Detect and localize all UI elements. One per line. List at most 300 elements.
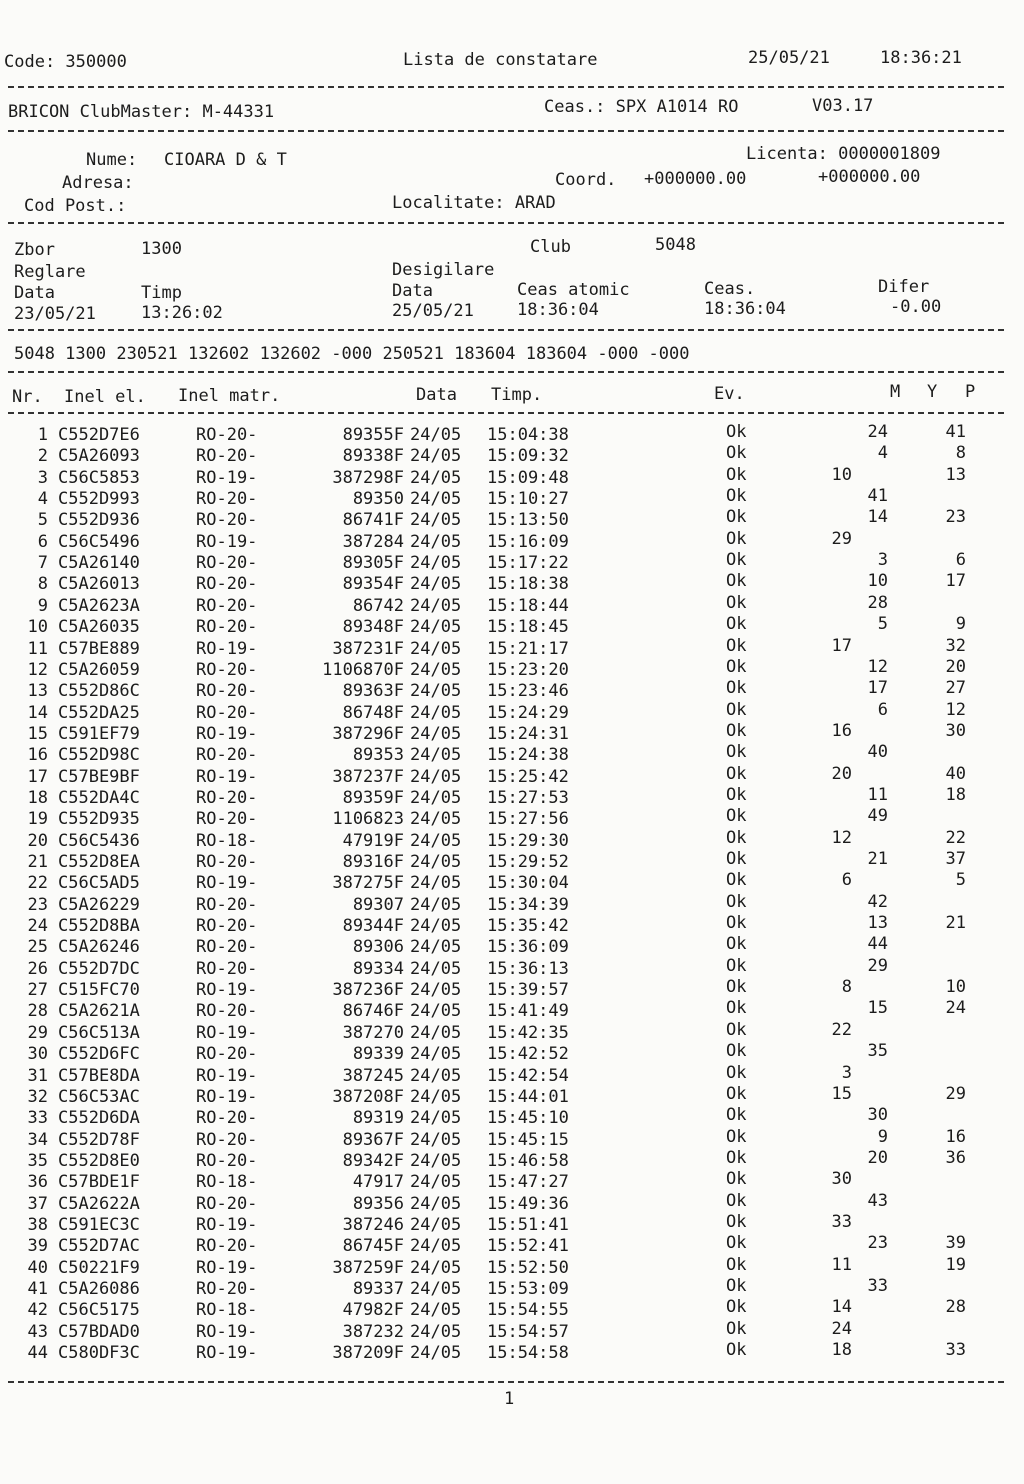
rank-y: 21 xyxy=(867,849,888,869)
electronic-ring: C552D6FC xyxy=(58,1044,140,1065)
arrival-time: 15:17:22 xyxy=(487,553,569,574)
clock-id: Ceas.: SPX A1014 RO xyxy=(544,97,739,117)
row-number: 1 xyxy=(37,425,48,445)
ring-number: 89342F xyxy=(342,1150,404,1171)
row-number: 27 xyxy=(27,980,48,1001)
electronic-ring: C5A26035 xyxy=(58,617,140,638)
rank-p: 39 xyxy=(945,1233,966,1254)
arrival-date: 24/05 xyxy=(410,1236,462,1257)
rank-p: 41 xyxy=(945,422,966,442)
arrival-date: 24/05 xyxy=(410,852,462,872)
ring-number: 89348F xyxy=(342,617,404,638)
rank-m: 20 xyxy=(831,763,852,784)
table-row xyxy=(0,955,1024,980)
table-row xyxy=(0,849,1024,873)
arrival-time: 15:24:31 xyxy=(487,723,569,744)
arrival-time: 15:52:41 xyxy=(487,1236,569,1257)
event-status: Ok xyxy=(726,1126,747,1147)
event-status: Ok xyxy=(726,1233,747,1254)
ring-number: 86745F xyxy=(342,1236,404,1257)
arrival-time: 15:54:57 xyxy=(487,1321,569,1342)
difference-label: Difer xyxy=(878,277,930,297)
ring-number: 89334 xyxy=(352,958,404,979)
rank-y: 40 xyxy=(867,742,888,763)
arrival-time: 15:18:38 xyxy=(487,574,569,595)
ring-number: 89307 xyxy=(352,894,404,915)
rank-p: 5 xyxy=(955,870,966,891)
separator xyxy=(8,222,1004,224)
ring-number: 89354F xyxy=(342,574,404,595)
ring-prefix: RO-20- xyxy=(196,681,258,702)
event-status: Ok xyxy=(726,955,747,976)
table-row xyxy=(0,614,1024,638)
ring-prefix: RO-20- xyxy=(196,446,258,467)
row-number: 4 xyxy=(37,489,48,510)
rank-p: 22 xyxy=(945,827,966,848)
event-status: Ok xyxy=(726,678,747,699)
arrival-date: 24/05 xyxy=(410,1129,462,1150)
arrival-date: 24/05 xyxy=(410,1022,462,1043)
table-row xyxy=(0,1190,1024,1215)
rank-p: 13 xyxy=(945,464,966,485)
event-status: Ok xyxy=(726,934,747,955)
col-y: Y xyxy=(927,382,938,402)
arrival-time: 15:18:44 xyxy=(487,595,569,616)
ring-prefix: RO-20- xyxy=(196,937,258,958)
arrival-time: 15:44:01 xyxy=(487,1086,569,1107)
ring-number: 387209F xyxy=(332,1343,404,1364)
event-status: Ok xyxy=(726,998,747,1019)
ring-number: 387246 xyxy=(342,1214,404,1235)
club-number: 5048 xyxy=(655,235,696,255)
arrival-date: 24/05 xyxy=(410,1279,462,1299)
electronic-ring: C56C513A xyxy=(58,1022,140,1043)
event-status: Ok xyxy=(726,443,747,464)
arrival-time: 15:46:58 xyxy=(487,1150,569,1171)
rank-y: 12 xyxy=(867,656,888,677)
ring-prefix: RO-18- xyxy=(196,1300,258,1321)
electronic-ring: C552D993 xyxy=(58,489,140,510)
print-time: 18:36:21 xyxy=(880,48,962,68)
event-status: Ok xyxy=(726,1318,747,1339)
ring-prefix: RO-20- xyxy=(196,617,258,638)
rank-m: 11 xyxy=(831,1254,852,1275)
rank-m: 29 xyxy=(831,528,852,549)
arrival-time: 15:34:39 xyxy=(487,894,569,915)
ring-number: 47917 xyxy=(352,1172,404,1193)
table-row xyxy=(0,422,1024,446)
table-row xyxy=(0,1062,1024,1087)
electronic-ring: C5A26229 xyxy=(58,894,140,915)
row-number: 35 xyxy=(27,1150,48,1171)
arrival-date: 24/05 xyxy=(410,980,462,1001)
event-status: Ok xyxy=(726,827,747,848)
flight-number: 1300 xyxy=(141,239,182,259)
ring-prefix: RO-18- xyxy=(196,1172,258,1193)
electronic-ring: C580DF3C xyxy=(58,1343,140,1364)
rank-p: 6 xyxy=(955,550,966,571)
atomic-clock-label: Ceas atomic xyxy=(517,280,630,300)
postal-code-label: Cod Post.: xyxy=(24,196,127,216)
arrival-time: 15:27:53 xyxy=(487,787,569,808)
setting-time-label: Timp xyxy=(141,283,182,303)
unsealing-clock-time: 18:36:04 xyxy=(704,299,786,319)
row-number: 15 xyxy=(27,723,48,744)
row-number: 36 xyxy=(27,1172,48,1193)
rank-y: 17 xyxy=(867,678,888,699)
name-label: Nume: xyxy=(86,150,138,170)
ring-prefix: RO-20- xyxy=(196,553,258,574)
arrival-date: 24/05 xyxy=(410,937,462,958)
arrival-time: 15:45:10 xyxy=(487,1108,569,1129)
unsealing-date-label: Data xyxy=(392,281,433,301)
electronic-ring: C5A26246 xyxy=(58,937,140,958)
ring-number: 89338F xyxy=(342,446,404,467)
event-status: Ok xyxy=(726,1254,747,1275)
license-number: Licenta: 0000001809 xyxy=(746,144,941,164)
ring-prefix: RO-19- xyxy=(196,1257,258,1278)
separator xyxy=(8,371,1004,373)
rank-m: 16 xyxy=(831,720,852,741)
electronic-ring: C552D86C xyxy=(58,681,140,702)
ring-prefix: RO-19- xyxy=(196,1022,258,1043)
col-nr: Nr. xyxy=(12,387,43,407)
row-number: 12 xyxy=(27,659,48,680)
electronic-ring: C5A26140 xyxy=(58,553,140,574)
event-status: Ok xyxy=(726,507,747,528)
arrival-time: 15:24:38 xyxy=(487,745,569,766)
ring-prefix: RO-20- xyxy=(196,958,258,979)
rank-m: 8 xyxy=(841,977,852,998)
ring-prefix: RO-20- xyxy=(196,702,258,723)
rank-y: 11 xyxy=(867,784,888,805)
arrival-date: 24/05 xyxy=(410,595,462,616)
electronic-ring: C552D7E6 xyxy=(58,425,140,445)
rank-y: 43 xyxy=(867,1190,888,1211)
electronic-ring: C5A2621A xyxy=(58,1001,140,1022)
ring-prefix: RO-19- xyxy=(196,980,258,1001)
event-status: Ok xyxy=(726,1340,747,1361)
arrival-time: 15:45:15 xyxy=(487,1129,569,1150)
row-number: 2 xyxy=(37,446,48,467)
electronic-ring: C5A2623A xyxy=(58,595,140,616)
rank-p: 19 xyxy=(945,1254,966,1275)
row-number: 8 xyxy=(37,574,48,595)
separator xyxy=(8,329,1004,331)
event-status: Ok xyxy=(726,1190,747,1211)
ring-prefix: RO-19- xyxy=(196,873,258,894)
rank-y: 44 xyxy=(867,934,888,955)
row-number: 39 xyxy=(27,1236,48,1257)
electronic-ring: C56C5496 xyxy=(58,531,140,552)
rank-p: 23 xyxy=(945,507,966,528)
electronic-ring: C57BDAD0 xyxy=(58,1321,140,1342)
arrival-date: 24/05 xyxy=(410,1257,462,1278)
setting-time: 13:26:02 xyxy=(141,303,223,323)
electronic-ring: C552D8E0 xyxy=(58,1150,140,1171)
row-number: 32 xyxy=(27,1086,48,1107)
rank-m: 30 xyxy=(831,1169,852,1190)
electronic-ring: C552D8BA xyxy=(58,916,140,937)
electronic-ring: C552DA4C xyxy=(58,787,140,808)
ring-prefix: RO-19- xyxy=(196,1321,258,1342)
table-row xyxy=(0,507,1024,531)
row-number: 10 xyxy=(27,617,48,638)
rank-p: 37 xyxy=(945,849,966,869)
row-number: 37 xyxy=(27,1193,48,1214)
electronic-ring: C50221F9 xyxy=(58,1257,140,1278)
rank-y: 20 xyxy=(867,1147,888,1168)
time-difference: -0.00 xyxy=(890,297,942,317)
electronic-ring: C56C5853 xyxy=(58,467,140,488)
row-number: 21 xyxy=(27,852,48,872)
row-number: 24 xyxy=(27,916,48,937)
arrival-date: 24/05 xyxy=(410,467,462,488)
ring-prefix: RO-20- xyxy=(196,1150,258,1171)
ring-prefix: RO-20- xyxy=(196,659,258,680)
ring-prefix: RO-20- xyxy=(196,1044,258,1065)
ring-number: 47982F xyxy=(342,1300,404,1321)
row-number: 11 xyxy=(27,638,48,659)
arrival-time: 15:36:13 xyxy=(487,958,569,979)
arrival-time: 15:42:52 xyxy=(487,1044,569,1065)
event-status: Ok xyxy=(726,635,747,656)
arrival-time: 15:49:36 xyxy=(487,1193,569,1214)
rank-p: 24 xyxy=(945,998,966,1019)
rank-m: 14 xyxy=(831,1297,852,1318)
arrival-time: 15:30:04 xyxy=(487,873,569,894)
rank-y: 15 xyxy=(867,998,888,1019)
rank-p: 36 xyxy=(945,1147,966,1168)
arrival-date: 24/05 xyxy=(410,958,462,979)
ring-prefix: RO-20- xyxy=(196,852,258,872)
rank-p: 16 xyxy=(945,1126,966,1147)
row-number: 41 xyxy=(27,1279,48,1299)
rank-p: 29 xyxy=(945,1083,966,1104)
table-row xyxy=(0,528,1024,553)
ring-number: 387232 xyxy=(342,1321,404,1342)
ring-prefix: RO-20- xyxy=(196,574,258,595)
rank-y: 41 xyxy=(867,486,888,507)
table-row xyxy=(0,998,1024,1022)
ring-number: 47919F xyxy=(342,830,404,851)
electronic-ring: C56C53AC xyxy=(58,1086,140,1107)
arrival-date: 24/05 xyxy=(410,1193,462,1214)
arrival-time: 15:47:27 xyxy=(487,1172,569,1193)
ring-number: 387270 xyxy=(342,1022,404,1043)
electronic-ring: C552D6DA xyxy=(58,1108,140,1129)
arrival-date: 24/05 xyxy=(410,425,462,445)
arrival-date: 24/05 xyxy=(410,574,462,595)
ring-prefix: RO-20- xyxy=(196,1279,258,1299)
rank-y: 13 xyxy=(867,913,888,934)
rank-p: 10 xyxy=(945,977,966,998)
arrival-time: 15:10:27 xyxy=(487,489,569,510)
electronic-ring: C5A26013 xyxy=(58,574,140,595)
event-status: Ok xyxy=(726,870,747,891)
ring-number: 89359F xyxy=(342,787,404,808)
arrival-time: 15:27:56 xyxy=(487,809,569,830)
ring-number: 89353 xyxy=(352,745,404,766)
col-ev: Ev. xyxy=(714,384,745,404)
table-row xyxy=(0,1340,1024,1364)
print-date: 25/05/21 xyxy=(748,48,830,68)
rank-p: 18 xyxy=(945,784,966,805)
rank-p: 27 xyxy=(945,678,966,699)
arrival-date: 24/05 xyxy=(410,916,462,937)
rank-p: 21 xyxy=(945,913,966,934)
ring-number: 1106870F xyxy=(322,659,404,680)
ring-prefix: RO-19- xyxy=(196,531,258,552)
event-status: Ok xyxy=(726,422,747,442)
row-number: 23 xyxy=(27,894,48,915)
ring-prefix: RO-19- xyxy=(196,723,258,744)
setting-date: 23/05/21 xyxy=(14,304,96,324)
arrival-time: 15:42:35 xyxy=(487,1022,569,1043)
table-row xyxy=(0,1105,1024,1129)
row-number: 18 xyxy=(27,787,48,808)
arrival-time: 15:13:50 xyxy=(487,510,569,531)
firmware-version: V03.17 xyxy=(812,96,874,116)
rank-m: 15 xyxy=(831,1083,852,1104)
event-status: Ok xyxy=(726,699,747,720)
event-status: Ok xyxy=(726,806,747,827)
rank-y: 30 xyxy=(867,1105,888,1126)
ring-prefix: RO-20- xyxy=(196,745,258,766)
event-status: Ok xyxy=(726,913,747,934)
ring-prefix: RO-19- xyxy=(196,1214,258,1235)
row-number: 17 xyxy=(27,766,48,787)
arrival-time: 15:42:54 xyxy=(487,1065,569,1086)
row-number: 14 xyxy=(27,702,48,723)
document-code: Code: 350000 xyxy=(4,52,127,72)
arrival-date: 24/05 xyxy=(410,531,462,552)
table-row xyxy=(0,1276,1024,1300)
electronic-ring: C591EF79 xyxy=(58,723,140,744)
arrival-time: 15:54:55 xyxy=(487,1300,569,1321)
electronic-ring: C56C5436 xyxy=(58,830,140,851)
ring-number: 89355F xyxy=(342,425,404,445)
ring-number: 89319 xyxy=(352,1108,404,1129)
electronic-ring: C552D78F xyxy=(58,1129,140,1150)
arrival-time: 15:21:17 xyxy=(487,638,569,659)
rank-p: 30 xyxy=(945,720,966,741)
event-status: Ok xyxy=(726,849,747,869)
row-number: 28 xyxy=(27,1001,48,1022)
coord-x: +000000.00 xyxy=(644,169,747,189)
ring-prefix: RO-20- xyxy=(196,425,258,445)
arrival-date: 24/05 xyxy=(410,1172,462,1193)
club-label: Club xyxy=(530,237,571,257)
arrival-date: 24/05 xyxy=(410,510,462,531)
electronic-ring: C552DA25 xyxy=(58,702,140,723)
summary-line: 5048 1300 230521 132602 132602 -000 250521 183604 183604 -000 -000 xyxy=(14,344,690,364)
table-row xyxy=(0,592,1024,617)
row-number: 3 xyxy=(37,467,48,488)
row-number: 40 xyxy=(27,1257,48,1278)
event-status: Ok xyxy=(726,1169,747,1190)
rank-p: 9 xyxy=(955,614,966,635)
ring-number: 387237F xyxy=(332,766,404,787)
table-row xyxy=(0,1041,1024,1065)
event-status: Ok xyxy=(726,891,747,912)
row-number: 25 xyxy=(27,937,48,958)
rank-p: 20 xyxy=(945,656,966,677)
electronic-ring: C57BE8DA xyxy=(58,1065,140,1086)
rank-p: 12 xyxy=(945,699,966,720)
event-status: Ok xyxy=(726,1105,747,1126)
setting-label: Reglare xyxy=(14,262,86,282)
arrival-time: 15:35:42 xyxy=(487,916,569,937)
row-number: 20 xyxy=(27,830,48,851)
ring-number: 387284 xyxy=(342,531,404,552)
ring-prefix: RO-20- xyxy=(196,1129,258,1150)
arrival-date: 24/05 xyxy=(410,1044,462,1065)
arrival-time: 15:09:48 xyxy=(487,467,569,488)
event-status: Ok xyxy=(726,763,747,784)
ring-number: 86742 xyxy=(352,595,404,616)
arrival-date: 24/05 xyxy=(410,745,462,766)
arrival-date: 24/05 xyxy=(410,723,462,744)
ring-prefix: RO-20- xyxy=(196,1001,258,1022)
ring-prefix: RO-20- xyxy=(196,489,258,510)
ring-number: 387236F xyxy=(332,980,404,1001)
event-status: Ok xyxy=(726,1211,747,1232)
row-number: 9 xyxy=(37,595,48,616)
arrival-date: 24/05 xyxy=(410,681,462,702)
arrival-time: 15:16:09 xyxy=(487,531,569,552)
electronic-ring: C552D98C xyxy=(58,745,140,766)
page-number: 1 xyxy=(504,1389,515,1409)
ring-prefix: RO-20- xyxy=(196,787,258,808)
arrival-date: 24/05 xyxy=(410,489,462,510)
rank-p: 28 xyxy=(945,1297,966,1318)
arrival-time: 15:18:45 xyxy=(487,617,569,638)
rank-m: 12 xyxy=(831,827,852,848)
event-status: Ok xyxy=(726,1019,747,1040)
arrival-date: 24/05 xyxy=(410,1086,462,1107)
row-number: 13 xyxy=(27,681,48,702)
col-inel-matr: Inel matr. xyxy=(178,386,281,406)
row-number: 34 xyxy=(27,1129,48,1150)
arrival-time: 15:09:32 xyxy=(487,446,569,467)
table-row xyxy=(0,678,1024,702)
event-status: Ok xyxy=(726,1297,747,1318)
coord-y: +000000.00 xyxy=(818,167,921,187)
event-status: Ok xyxy=(726,1041,747,1062)
arrival-time: 15:24:29 xyxy=(487,702,569,723)
row-number: 5 xyxy=(37,510,48,531)
ring-prefix: RO-20- xyxy=(196,894,258,915)
ring-number: 86746F xyxy=(342,1001,404,1022)
rank-y: 3 xyxy=(877,550,888,571)
rank-m: 3 xyxy=(841,1062,852,1083)
event-status: Ok xyxy=(726,1276,747,1296)
electronic-ring: C515FC70 xyxy=(58,980,140,1001)
separator xyxy=(8,86,1004,88)
ring-number: 89363F xyxy=(342,681,404,702)
rank-y: 6 xyxy=(877,699,888,720)
arrival-time: 15:54:58 xyxy=(487,1343,569,1364)
ring-number: 89337 xyxy=(352,1279,404,1299)
unsealing-date: 25/05/21 xyxy=(392,301,474,321)
ring-prefix: RO-18- xyxy=(196,830,258,851)
electronic-ring: C591EC3C xyxy=(58,1214,140,1235)
col-m: M xyxy=(890,382,901,402)
event-status: Ok xyxy=(726,656,747,677)
unsealing-atomic-time: 18:36:04 xyxy=(517,300,599,320)
row-number: 6 xyxy=(37,531,48,552)
